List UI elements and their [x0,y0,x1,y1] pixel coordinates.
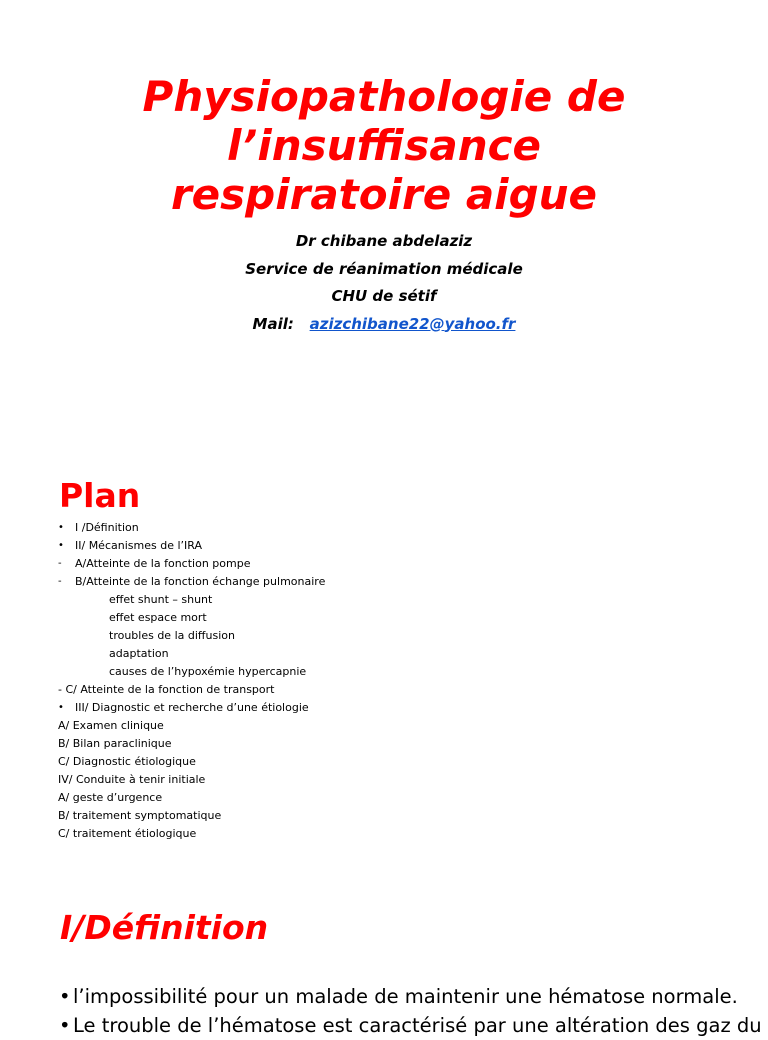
plan-item [58,519,325,537]
mail-label: Mail: [252,314,294,333]
plan-item-text: troubles de la diffusion [109,629,235,642]
plan-item [58,555,325,573]
slide-plan [0,432,768,864]
bullet-marker: - [58,576,62,587]
bullet-marker: • [58,702,64,713]
presentation-title [0,72,768,219]
definition-text: l’impossibilité pour un malade de maintenir une hématose normale. [73,985,738,1008]
plan-item [58,573,325,591]
plan-item-text: II/ Mécanismes de l’IRA [75,539,202,552]
plan-item-text: - C/ Atteinte de la fonction de transport [58,683,275,696]
plan-item [58,789,325,807]
plan-heading: Plan [59,476,141,515]
plan-item-text: effet shunt – shunt [109,593,213,606]
plan-item [58,771,325,789]
hospital-name: CHU de sétif [331,287,437,305]
title-line: Physiopathologie de [142,72,626,121]
plan-item-text: C/ traitement étiologique [58,827,197,840]
plan-item [58,645,325,663]
plan-item [58,717,325,735]
plan-item-text: effet espace mort [109,611,207,624]
plan-item [58,663,325,681]
plan-item [58,537,325,555]
plan-item [58,609,325,627]
definition-bullet [59,1011,762,1040]
plan-item-text: B/ Bilan paraclinique [58,737,172,750]
author-block [0,228,768,338]
plan-item [58,807,325,825]
email-link[interactable]: azizchibane22@yahoo.fr [309,314,516,333]
plan-item-text: B/ traitement symptomatique [58,809,222,822]
slide-definition [0,864,768,1037]
bullet-marker: • [58,540,64,551]
plan-list [58,519,325,843]
plan-item-text: C/ Diagnostic étiologique [58,755,196,768]
definition-heading: I/Définition [60,908,269,947]
mail-line [0,311,768,339]
plan-item-text: causes de l’hypoxémie hypercapnie [109,665,307,678]
plan-item-text: adaptation [109,647,169,660]
slide-title [0,0,768,432]
bullet-marker: • [59,1014,71,1037]
plan-item [58,825,325,843]
plan-item-text: I /Définition [75,521,139,534]
plan-item-text: IV/ Conduite à tenir initiale [58,773,206,786]
plan-item [58,627,325,645]
plan-item [58,735,325,753]
definition-bullet [59,982,762,1011]
service-name: Service de réanimation médicale [245,259,523,278]
definition-list [59,982,762,1040]
plan-item-text: B/Atteinte de la fonction échange pulmonaire [75,575,326,588]
title-line: l’insuffisance [227,121,541,170]
plan-item [58,681,325,699]
plan-item-text: A/Atteinte de la fonction pompe [75,557,251,570]
title-line: respiratoire aigue [170,170,598,219]
plan-item-text: A/ geste d’urgence [58,791,163,804]
bullet-marker: - [58,558,62,569]
bullet-marker: • [59,985,71,1008]
bullet-marker: • [58,522,64,533]
author-name: Dr chibane abdelaziz [295,232,473,250]
plan-item [58,753,325,771]
definition-text: Le trouble de l’hématose est caractérisé par une altération des gaz du [73,1014,762,1037]
plan-item-text: III/ Diagnostic et recherche d’une étiologie [75,701,309,714]
plan-item [58,699,325,717]
plan-item-text: A/ Examen clinique [58,719,164,732]
plan-item [58,591,325,609]
